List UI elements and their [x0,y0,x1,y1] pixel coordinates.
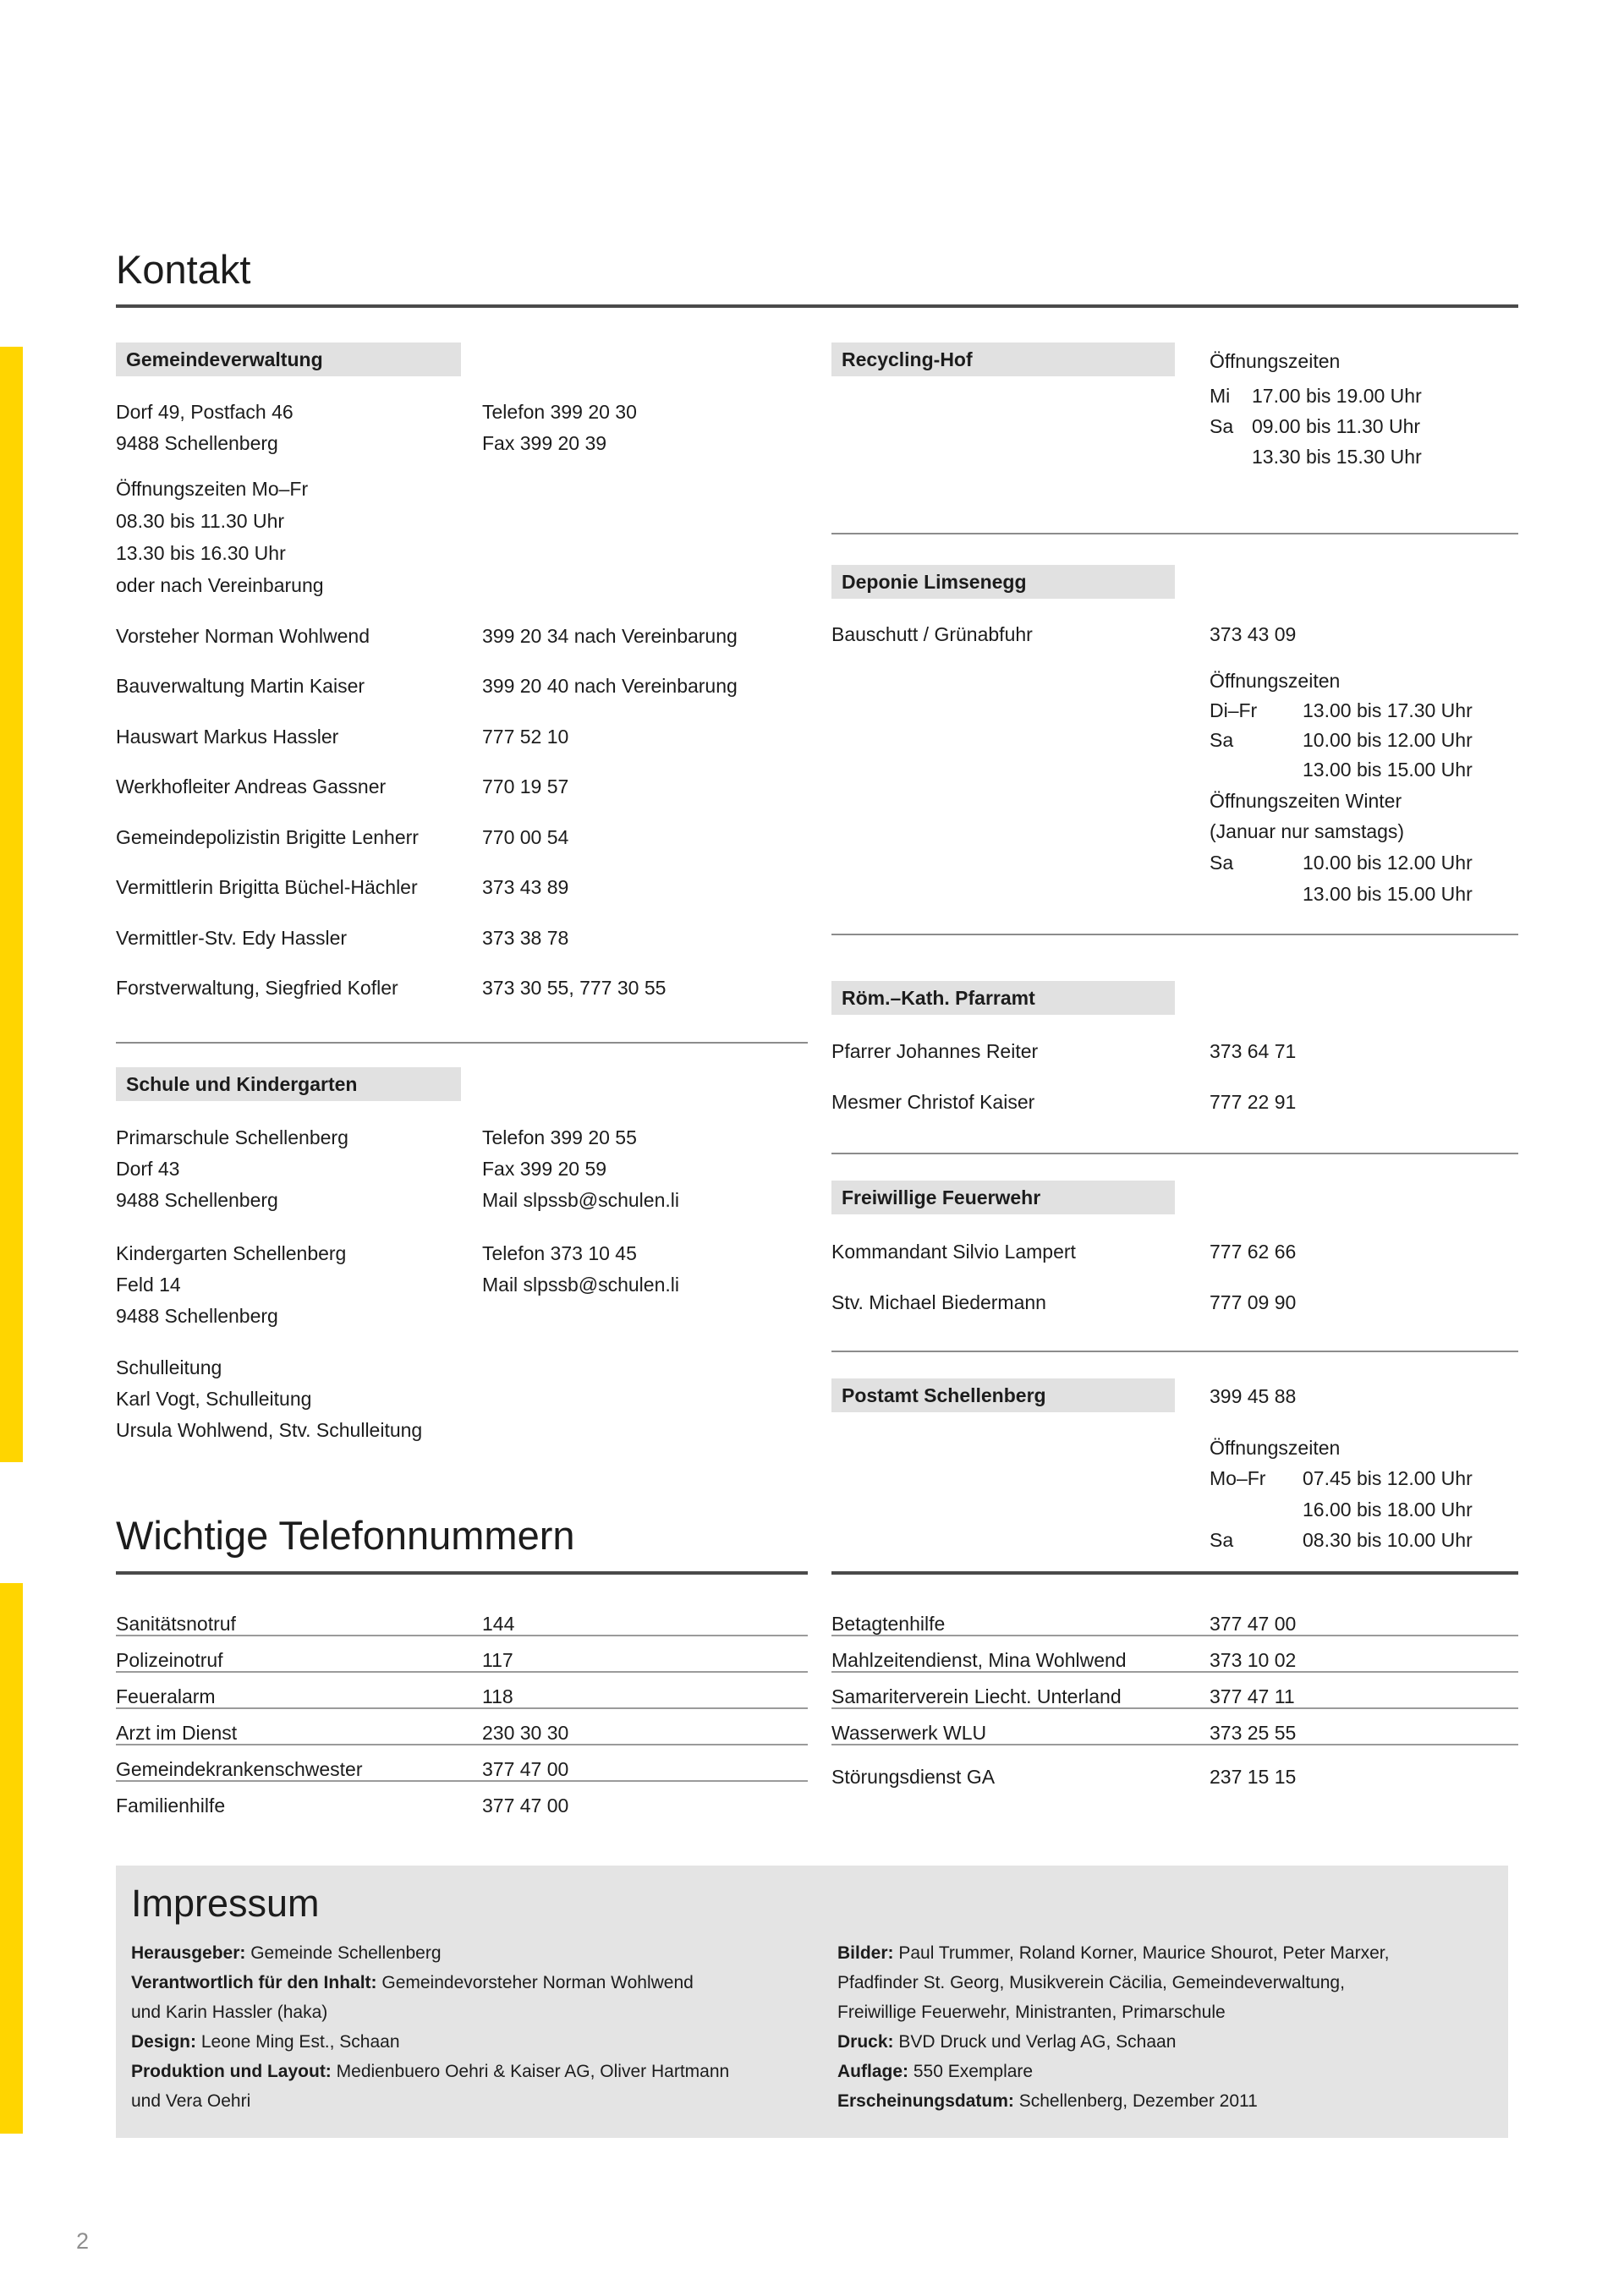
hours-time: 07.45 bis 12.00 Uhr [1303,1467,1473,1489]
impressum-line [837,2057,1033,2086]
contact-phone: 777 22 91 [1210,1091,1297,1113]
hours-row [1210,441,1422,473]
table-row-rule [831,1707,1518,1709]
impressum-text: Gemeinde Schellenberg [245,1943,442,1963]
hours-time: 09.00 bis 11.30 Uhr [1252,415,1421,437]
table-row-phone: 144 [482,1613,515,1635]
staff-phone: 770 19 57 [482,775,569,797]
table-top-rule-right [831,1571,1518,1575]
table-row-phone: 373 10 02 [1210,1649,1297,1671]
impressum-line [131,2086,250,2116]
hours-day: Mo–Fr [1210,1467,1266,1489]
school-line: 9488 Schellenberg [116,1189,278,1211]
table-row-name: Betagtenhilfe [831,1613,946,1635]
school-mail: Mail slpssb@schulen.li [482,1274,679,1296]
school-mail: Mail slpssb@schulen.li [482,1189,679,1211]
contact-phone: 777 62 66 [1210,1241,1297,1263]
table-row-rule [116,1744,808,1745]
table-row-phone: 230 30 30 [482,1722,569,1744]
impressum-label: Herausgeber: [131,1943,246,1963]
section-header-gemeindeverwaltung: Gemeindeverwaltung [116,342,461,376]
table-row-name: Arzt im Dienst [116,1722,238,1744]
hours-row [1210,754,1473,786]
staff-phone: 399 20 40 nach Vereinbarung [482,675,738,697]
table-row-rule [831,1635,1518,1636]
section-header-deponie: Deponie Limsenegg [831,565,1175,599]
table-row-phone: 118 [482,1685,513,1707]
hours-title: Öffnungszeiten [1210,350,1341,372]
hours-time: 17.00 bis 19.00 Uhr [1252,385,1422,407]
page-title-telefonnummern: Wichtige Telefonnummern [116,1513,575,1558]
divider-left-column [116,1042,808,1044]
staff-phone: 373 30 55, 777 30 55 [482,977,667,999]
staff-name: Bauverwaltung Martin Kaiser [116,675,365,697]
hours-row [1210,1494,1473,1526]
divider-right-column [831,1351,1518,1352]
impressum-line [131,1997,327,2027]
school-line: Kindergarten Schellenberg [116,1242,347,1264]
table-top-rule-left [116,1571,808,1575]
school-leadership-line: Ursula Wohlwend, Stv. Schulleitung [116,1419,423,1441]
hours-day: Sa [1210,1529,1234,1551]
contact-name: Stv. Michael Biedermann [831,1291,1046,1313]
hours-row [1210,1525,1473,1556]
impressum-line [837,2086,1258,2116]
impressum-text: und Karin Hassler (haka) [131,2003,328,2022]
hours-line: oder nach Vereinbarung [116,574,324,596]
section-header-pfarramt: Röm.–Kath. Pfarramt [831,981,1175,1015]
hours-time: 08.30 bis 10.00 Uhr [1303,1529,1473,1551]
school-line: Dorf 43 [116,1158,180,1180]
contact-name: Kommandant Silvio Lampert [831,1241,1076,1263]
impressum-label: Produktion und Layout: [131,2062,332,2081]
table-row-name: Sanitätsnotruf [116,1613,236,1635]
impressum-text: 550 Exemplare [908,2062,1034,2081]
table-row-rule [116,1707,808,1709]
staff-phone: 770 00 54 [482,826,569,848]
staff-phone: 373 43 89 [482,876,569,898]
winter-hours-title: Öffnungszeiten Winter [1210,790,1402,812]
table-row-rule [116,1780,808,1782]
impressum-line [131,1938,442,1968]
table-row-name: Mahlzeitendienst, Mina Wohlwend [831,1649,1127,1671]
staff-phone: 399 20 34 nach Vereinbarung [482,625,738,647]
table-row-phone: 377 47 00 [482,1795,569,1817]
hours-day: Sa [1210,852,1234,874]
divider-kontakt [116,304,1518,308]
school-contact: Telefon 373 10 45 [482,1242,637,1264]
section-header-recycling: Recycling-Hof [831,342,1175,376]
page-number: 2 [76,2228,90,2254]
school-contact: Telefon 399 20 55 [482,1126,637,1148]
school-contact: Fax 399 20 59 [482,1158,607,1180]
contact-name: Mesmer Christof Kaiser [831,1091,1035,1113]
service-label: Bauschutt / Grünabfuhr [831,623,1033,645]
impressum-label: Erscheinungsdatum: [837,2091,1014,2111]
divider-right-column [831,533,1518,534]
table-row-name: Polizeinotruf [116,1649,223,1671]
school-leadership-line: Schulleitung [116,1356,222,1378]
section-header-postamt: Postamt Schellenberg [831,1378,1175,1412]
fax-line: Fax 399 20 39 [482,432,607,454]
impressum-title: Impressum [131,1882,320,1925]
school-line: 9488 Schellenberg [116,1305,278,1327]
impressum-label: Druck: [837,2032,894,2052]
hours-row [1210,725,1473,756]
hours-title: Öffnungszeiten [1210,1437,1341,1459]
school-line: Primarschule Schellenberg [116,1126,348,1148]
divider-right-column [831,934,1518,935]
hours-time: 13.00 bis 15.00 Uhr [1303,759,1473,781]
hours-day: Sa [1210,729,1234,751]
staff-name: Hauswart Markus Hassler [116,726,339,748]
contact-phone: 399 45 88 [1210,1385,1297,1407]
contact-phone: 777 09 90 [1210,1291,1297,1313]
hours-time: 16.00 bis 18.00 Uhr [1303,1499,1473,1521]
hours-line: 08.30 bis 11.30 Uhr [116,510,285,532]
impressum-line [131,2057,729,2086]
impressum-text: und Vera Oehri [131,2091,251,2111]
hours-row [1210,847,1473,879]
table-row-phone: 377 47 00 [1210,1613,1297,1635]
table-row-phone: 373 25 55 [1210,1722,1297,1744]
hours-time: 13.00 bis 15.00 Uhr [1303,883,1473,905]
impressum-text: Leone Ming Est., Schaan [196,2032,400,2052]
school-line: Feld 14 [116,1274,181,1296]
impressum-line [131,2027,400,2057]
hours-row [1210,695,1473,726]
table-row-name: Störungsdienst GA [831,1766,996,1788]
winter-hours-note: (Januar nur samstags) [1210,820,1405,842]
hours-time: 10.00 bis 12.00 Uhr [1303,729,1473,751]
hours-time: 13.30 bis 15.30 Uhr [1252,446,1422,468]
hours-time: 13.00 bis 17.30 Uhr [1303,699,1473,721]
table-row-name: Gemeindekrankenschwester [116,1758,363,1780]
staff-name: Forstverwaltung, Siegfried Kofler [116,977,398,999]
address-line: Dorf 49, Postfach 46 [116,401,294,423]
impressum-text: Gemeindevorsteher Norman Wohlwend [376,1973,694,1992]
address-line: 9488 Schellenberg [116,432,278,454]
divider-right-column [831,1153,1518,1154]
contact-name: Pfarrer Johannes Reiter [831,1040,1039,1062]
table-row-phone: 237 15 15 [1210,1766,1297,1788]
impressum-line [837,2027,1176,2057]
section-header-schule: Schule und Kindergarten [116,1067,461,1101]
impressum-text: Schellenberg, Dezember 2011 [1013,2091,1258,2111]
hours-row [1210,381,1422,412]
table-row-name: Familienhilfe [116,1795,226,1817]
impressum-label: Bilder: [837,1943,894,1963]
page-title-kontakt: Kontakt [116,247,251,292]
hours-day: Di–Fr [1210,699,1258,721]
impressum-text: Freiwillige Feuerwehr, Ministranten, Primarschule [837,2003,1226,2022]
table-row-phone: 377 47 11 [1210,1685,1295,1707]
impressum-text: Paul Trummer, Roland Korner, Maurice Shourot, Peter Marxer, [893,1943,1390,1963]
table-row-rule [116,1671,808,1673]
hours-line: 13.30 bis 16.30 Uhr [116,542,286,564]
hours-day: Mi [1210,385,1231,407]
hours-row [1210,411,1420,442]
table-row-phone: 117 [482,1649,513,1671]
accent-bar-top [0,347,23,1462]
hours-time: 10.00 bis 12.00 Uhr [1303,852,1473,874]
section-header-feuerwehr: Freiwillige Feuerwehr [831,1181,1175,1214]
table-row-name: Samariterverein Liecht. Unterland [831,1685,1122,1707]
hours-line: Öffnungszeiten Mo–Fr [116,478,309,500]
table-row-rule [831,1744,1518,1745]
accent-bar-bottom [0,1583,23,2134]
staff-phone: 777 52 10 [482,726,569,748]
impressum-line [837,1997,1226,2027]
impressum-text: Pfadfinder St. Georg, Musikverein Cäcilia, Gemeindeverwaltung, [837,1973,1345,1992]
impressum-text: Medienbuero Oehri & Kaiser AG, Oliver Hartmann [331,2062,730,2081]
contact-phone: 373 64 71 [1210,1040,1297,1062]
table-row-rule [116,1635,808,1636]
hours-row [1210,1463,1473,1494]
staff-phone: 373 38 78 [482,927,569,949]
hours-day: Sa [1210,415,1234,437]
impressum-line [837,1938,1389,1968]
hours-title: Öffnungszeiten [1210,670,1341,692]
table-row-name: Feueralarm [116,1685,216,1707]
table-row-name: Wasserwerk WLU [831,1722,987,1744]
impressum-label: Auflage: [837,2062,908,2081]
impressum-line [131,1968,694,1997]
staff-name: Vermittlerin Brigitta Büchel-Hächler [116,876,418,898]
table-row-phone: 377 47 00 [482,1758,569,1780]
staff-name: Vorsteher Norman Wohlwend [116,625,370,647]
staff-name: Gemeindepolizistin Brigitte Lenherr [116,826,419,848]
staff-name: Werkhofleiter Andreas Gassner [116,775,387,797]
hours-row [1210,879,1473,910]
impressum-line [837,1968,1345,1997]
service-phone: 373 43 09 [1210,623,1297,645]
staff-name: Vermittler-Stv. Edy Hassler [116,927,348,949]
impressum-label: Verantwortlich für den Inhalt: [131,1973,377,1992]
school-leadership-line: Karl Vogt, Schulleitung [116,1388,312,1410]
phone-line: Telefon 399 20 30 [482,401,637,423]
table-row-rule [831,1671,1518,1673]
impressum-text: BVD Druck und Verlag AG, Schaan [893,2032,1177,2052]
impressum-label: Design: [131,2032,197,2052]
